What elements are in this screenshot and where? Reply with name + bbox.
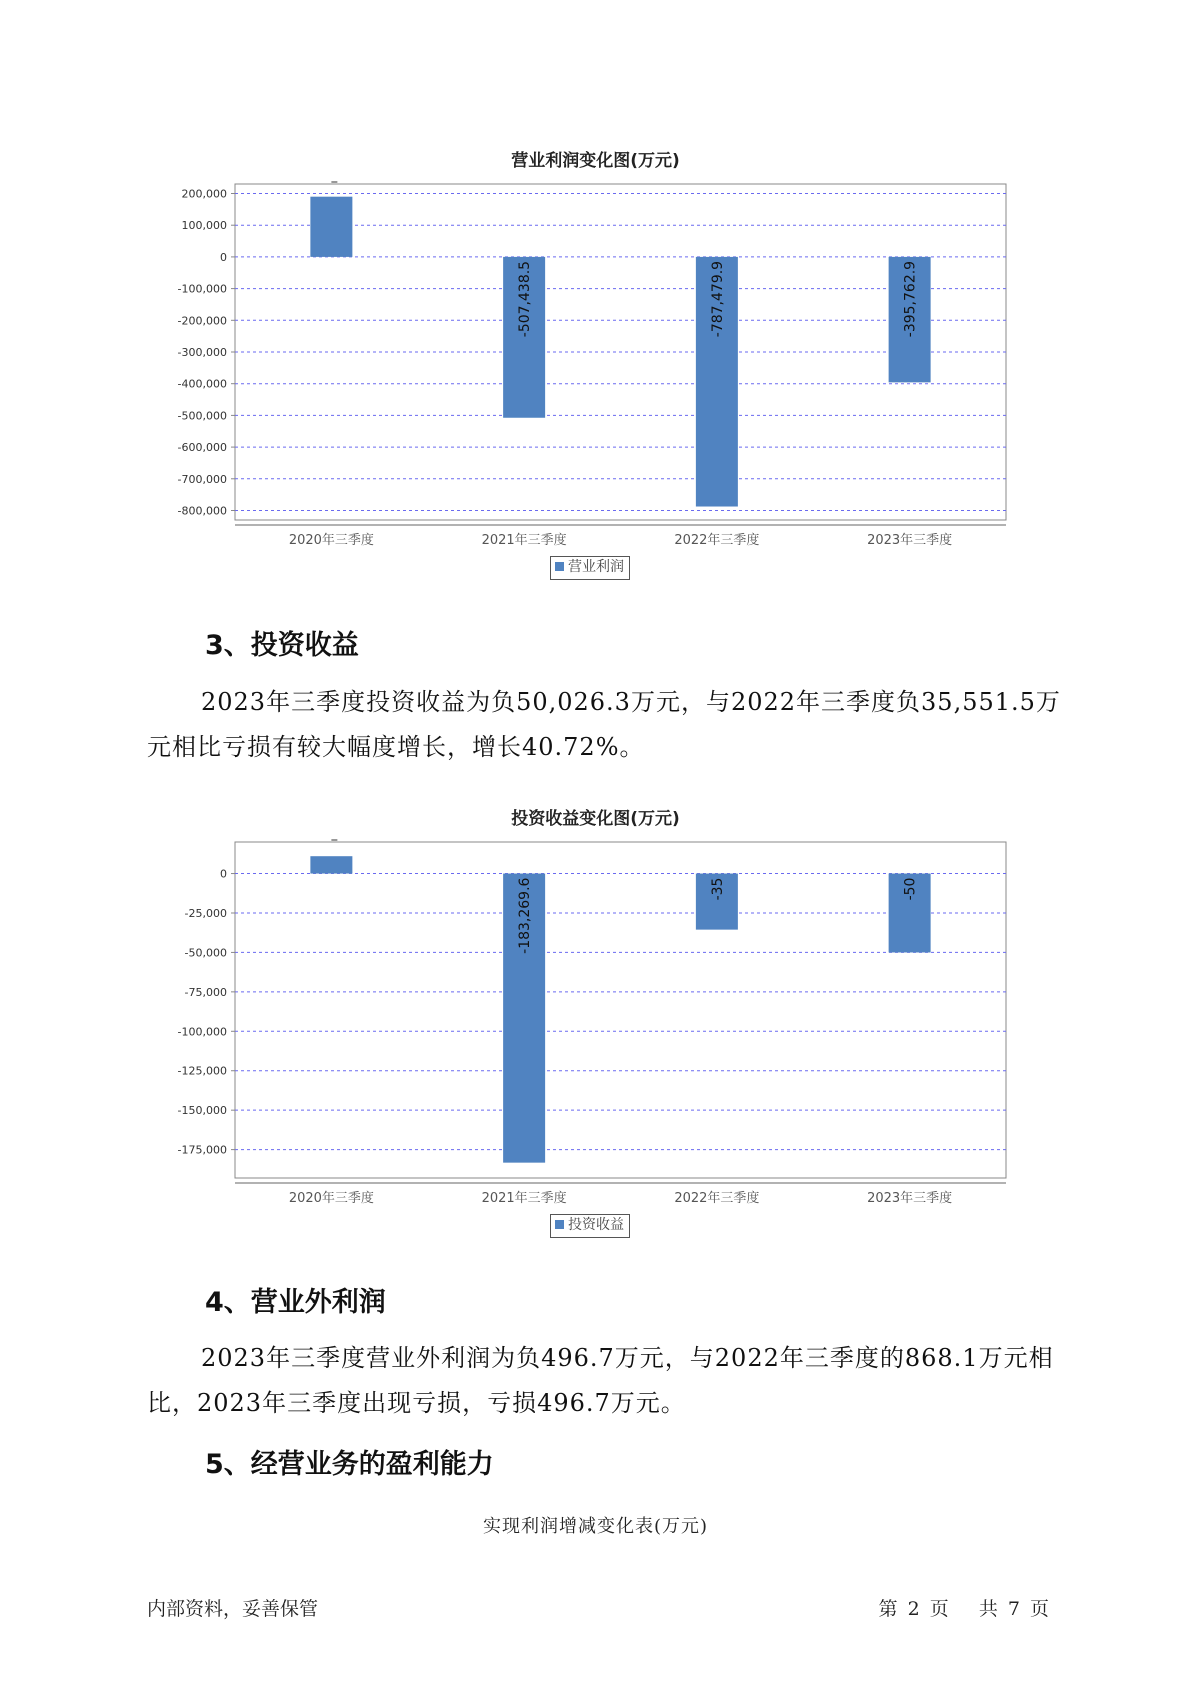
legend-swatch bbox=[555, 562, 564, 571]
y-tick-label: -500,000 bbox=[177, 409, 227, 423]
y-tick-label: -300,000 bbox=[177, 346, 227, 359]
y-tick-label: -100,000 bbox=[177, 1025, 227, 1039]
x-category-label: 2021年三季度 bbox=[481, 1191, 567, 1206]
section3-paragraph: 2023年三季度投资收益为负50,026.3万元，与2022年三季度负35,551.5万元相比亏损有较大幅度增长，增长40.72%。 bbox=[147, 688, 1061, 761]
y-tick-label: -800,000 bbox=[177, 504, 227, 518]
y-tick-label: 100,000 bbox=[181, 219, 227, 233]
x-category-label: 2020年三季度 bbox=[288, 1191, 374, 1206]
y-tick-label: -75,000 bbox=[184, 985, 227, 999]
section3-heading: 3、投资收益 bbox=[205, 630, 359, 661]
y-tick-label: -100,000 bbox=[177, 282, 227, 296]
bar-data-label: -507,438.5 bbox=[517, 260, 534, 338]
footer-confidential-note: 内部资料，妥善保管 bbox=[147, 1598, 319, 1620]
section5-heading: 5、经营业务的盈利能力 bbox=[205, 1449, 494, 1480]
bar-data-label: -395,762.9 bbox=[902, 260, 919, 338]
y-tick-label: -125,000 bbox=[177, 1064, 227, 1078]
bar bbox=[310, 856, 352, 873]
x-category-label: 2020年三季度 bbox=[288, 533, 374, 548]
investment-income-chart bbox=[0, 828, 1191, 1238]
y-tick-label: -175,000 bbox=[177, 1143, 227, 1157]
bar-data-label: -35 bbox=[709, 877, 726, 901]
y-tick-label: -25,000 bbox=[184, 906, 227, 920]
x-category-label: 2022年三季度 bbox=[674, 1191, 760, 1206]
x-category-label: 2021年三季度 bbox=[481, 533, 567, 548]
chart1-title: 营业利润变化图(万元) bbox=[511, 151, 680, 171]
y-tick-label: -700,000 bbox=[177, 472, 227, 486]
chart1-legend bbox=[550, 556, 630, 580]
y-tick-label: -150,000 bbox=[177, 1104, 227, 1118]
y-tick-label: -200,000 bbox=[177, 314, 227, 328]
y-tick-label: 0 bbox=[220, 250, 227, 264]
chart2-legend-label: 投资收益 bbox=[568, 1217, 624, 1233]
bar-data-label: -50 bbox=[902, 877, 919, 901]
operating-profit-chart bbox=[0, 170, 1191, 580]
footer-current-page: 第 2 页 bbox=[878, 1598, 949, 1620]
bar bbox=[310, 197, 352, 257]
bar-data-label: -183,269.6 bbox=[517, 877, 534, 954]
x-category-label: 2022年三季度 bbox=[674, 533, 760, 548]
chart1-legend-label: 营业利润 bbox=[568, 559, 624, 575]
y-tick-label: 200,000 bbox=[181, 187, 227, 201]
x-category-label: 2023年三季度 bbox=[867, 533, 953, 548]
chart2-legend bbox=[550, 1214, 630, 1238]
y-tick-label: 0 bbox=[220, 867, 227, 881]
footer-page-number bbox=[879, 1594, 1049, 1621]
legend-swatch bbox=[555, 1220, 564, 1229]
y-tick-label: -50,000 bbox=[184, 946, 227, 960]
x-category-label: 2023年三季度 bbox=[867, 1191, 953, 1206]
footer-total-pages: 共 7 页 bbox=[978, 1598, 1049, 1620]
section4-heading: 4、营业外利润 bbox=[205, 1287, 386, 1318]
bar-data-label: -787,479.9 bbox=[709, 260, 726, 338]
table-title: 实现利润增减变化表(万元) bbox=[482, 1516, 709, 1537]
y-tick-label: -600,000 bbox=[177, 441, 227, 455]
y-tick-label: -400,000 bbox=[177, 377, 227, 391]
section4-paragraph: 2023年三季度营业外利润为负496.7万元，与2022年三季度的868.1万元相比，2023年三季度出现亏损，亏损496.7万元。 bbox=[147, 1344, 1054, 1417]
chart2-title: 投资收益变化图(万元) bbox=[511, 809, 680, 829]
